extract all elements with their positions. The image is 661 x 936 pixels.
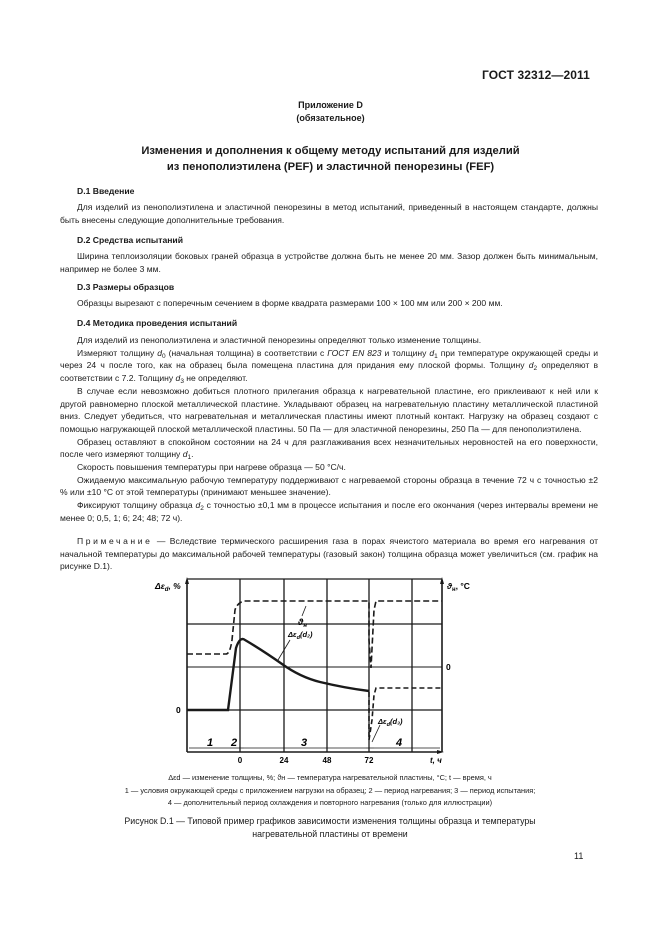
figure-legend-line-2: 1 — условия окружающей среды с приложением нагрузки на образец; 2 — период нагревания; 3 — период испытания; <box>124 786 536 795</box>
period-3-label: 3 <box>301 737 308 749</box>
note-label: Примечание <box>77 536 153 546</box>
note <box>60 535 598 573</box>
x-tick-72: 72 <box>364 756 374 765</box>
paragraph: Скорость повышения температуры при нагреве образца — 50 °С/ч. <box>77 462 346 473</box>
section-d2-text <box>60 250 598 275</box>
section-heading-d1: D.1 Введение <box>77 186 135 196</box>
leader-theta <box>302 606 306 616</box>
figure-caption-line-1: Рисунок D.1 — Типовой пример графиков зависимости изменения толщины образца и температуры <box>124 816 536 826</box>
section-d1-text <box>60 201 598 226</box>
paragraph: Образец оставляют в спокойном состоянии на 24 ч для разглаживания всех незначительных неровностей на его поверхности, после чего измеряют толщину $d_1$. <box>60 436 598 462</box>
x-axis-label: t, ч <box>430 756 442 765</box>
theta-label: $ϑ_н$ <box>298 617 307 629</box>
figure-caption-line-2: нагревательной пластины от времени <box>252 829 408 839</box>
document-title-line-2: из пенополиэтилена (PEF) и эластичной пенорезины (FEF) <box>166 161 495 173</box>
page-number: 11 <box>574 851 584 861</box>
figure-d1-chart <box>0 570 661 770</box>
chart-axes <box>185 577 444 754</box>
paragraph: Образцы вырезают с поперечным сечением в форме квадрата размерами 100 × 100 мм или 200 × 200 мм. <box>77 298 503 308</box>
section-heading-d3: D.3 Размеры образцов <box>77 282 175 292</box>
section-d4-text <box>60 334 598 525</box>
left-axis-label: $\Delta\varepsilon_d$, % <box>155 581 181 593</box>
period-4-label: 4 <box>396 737 403 749</box>
annex-status: (обязательное) <box>296 113 365 123</box>
section-heading-d4: D.4 Методика проведения испытаний <box>77 318 238 328</box>
temperature-curve <box>187 601 442 668</box>
x-tick-24: 24 <box>279 756 289 765</box>
paragraph: Измеряют толщину $d_0$ (начальная толщина) в соответствии с ГОСТ EN 823 и толщину $d_1$ при температуре окружающей среды и через 24 ч после того, как на образец была помещена пластина для придания ему плоской формы. Толщину $d_2$ определяют в соответствии с 7.2. Толщину $d_3$ не определяют. <box>60 347 598 386</box>
period-2-label: 2 <box>231 737 238 749</box>
chart-grid <box>187 579 442 752</box>
period-1-label: 1 <box>207 737 214 749</box>
leader-d3 <box>372 725 380 742</box>
section-d3-text <box>60 297 598 310</box>
right-zero-tick: 0 <box>446 662 451 672</box>
paragraph: В случае если невозможно добиться плотного прилегания образца к нагревательной пластине, его приклеивают к ней или к другой равномерно плоской металлической пластине. Укладывают образец на нагревательную пластину металлической пластиной вниз. Следует убедиться, что нагревательная и металлическая пластины имеют плотный контакт. Нагрузку на образец создают с помощью нагружающей плоской металлической пластины. 50 Па — для эластичной пенорезины, 250 Па — для пенополиэтилена. <box>60 385 598 434</box>
figure-legend-line-1: Δεd — изменение толщины, %; ϑн — температура нагревательной пластины, °С; t — время, ч <box>168 773 492 782</box>
d3-curve-label: $\Delta\varepsilon_d(d_3)$ <box>378 717 403 728</box>
paragraph: Для изделий из пенополиэтилена и эластичной пенорезины в метод испытаний, приведенный в настоящем стандарте, должны быть внесены следующие дополнительные требования. <box>60 202 598 225</box>
x-tick-0: 0 <box>237 756 243 765</box>
document-title-line-1: Изменения и дополнения к общему методу испытаний для изделий <box>141 145 520 157</box>
left-zero-tick: 0 <box>176 705 181 715</box>
right-axis-label: $ϑ_н$, °C <box>447 581 470 593</box>
thickness-curve-d3 <box>369 688 442 740</box>
note-text: Примечание — Вследствие термического расширения газа в порах ячеистого материала во время его нагревания от начальной температуры до максимальной рабочей температуры (газовый закон) толщина образца может увеличиться (см. график на рисунке D.1). <box>60 536 598 572</box>
paragraph: Для изделий из пенополиэтилена и эластичной пенорезины определяют только изменение толщины. <box>77 335 482 345</box>
paragraph: Ожидаемую максимальную рабочую температуру поддерживают с нагреваемой стороны образца в течение 72 ч с точностью ±2 % или ±10 °С от этой температуры (принимают меньшее значение). <box>60 474 598 498</box>
paragraph: Ширина теплоизоляции боковых граней образца в устройстве должна быть не менее 20 мм. Зазор должен быть минимальным, например не более 3 мм. <box>60 251 598 274</box>
standard-number: ГОСТ 32312—2011 <box>482 68 590 82</box>
figure-legend-line-3: 4 — дополнительный период охлаждения и повторного нагревания (только для иллюстрации) <box>167 798 493 807</box>
annex-title: Приложение D <box>298 100 363 110</box>
thickness-curve-d2 <box>187 639 369 710</box>
standard-reference: ГОСТ EN 823 <box>327 347 382 358</box>
d2-curve-label: $\Delta\varepsilon_d(d_2)$ <box>288 630 313 641</box>
x-tick-48: 48 <box>322 756 332 765</box>
section-heading-d2: D.2 Средства испытаний <box>77 235 183 245</box>
paragraph: Фиксируют толщину образца $d_2$ с точностью ±0,1 мм в процессе испытания и после его окончания (через интервалы времени не менее 0; 0,5, 1; 6; 24; 48; 72 ч). <box>60 500 598 523</box>
